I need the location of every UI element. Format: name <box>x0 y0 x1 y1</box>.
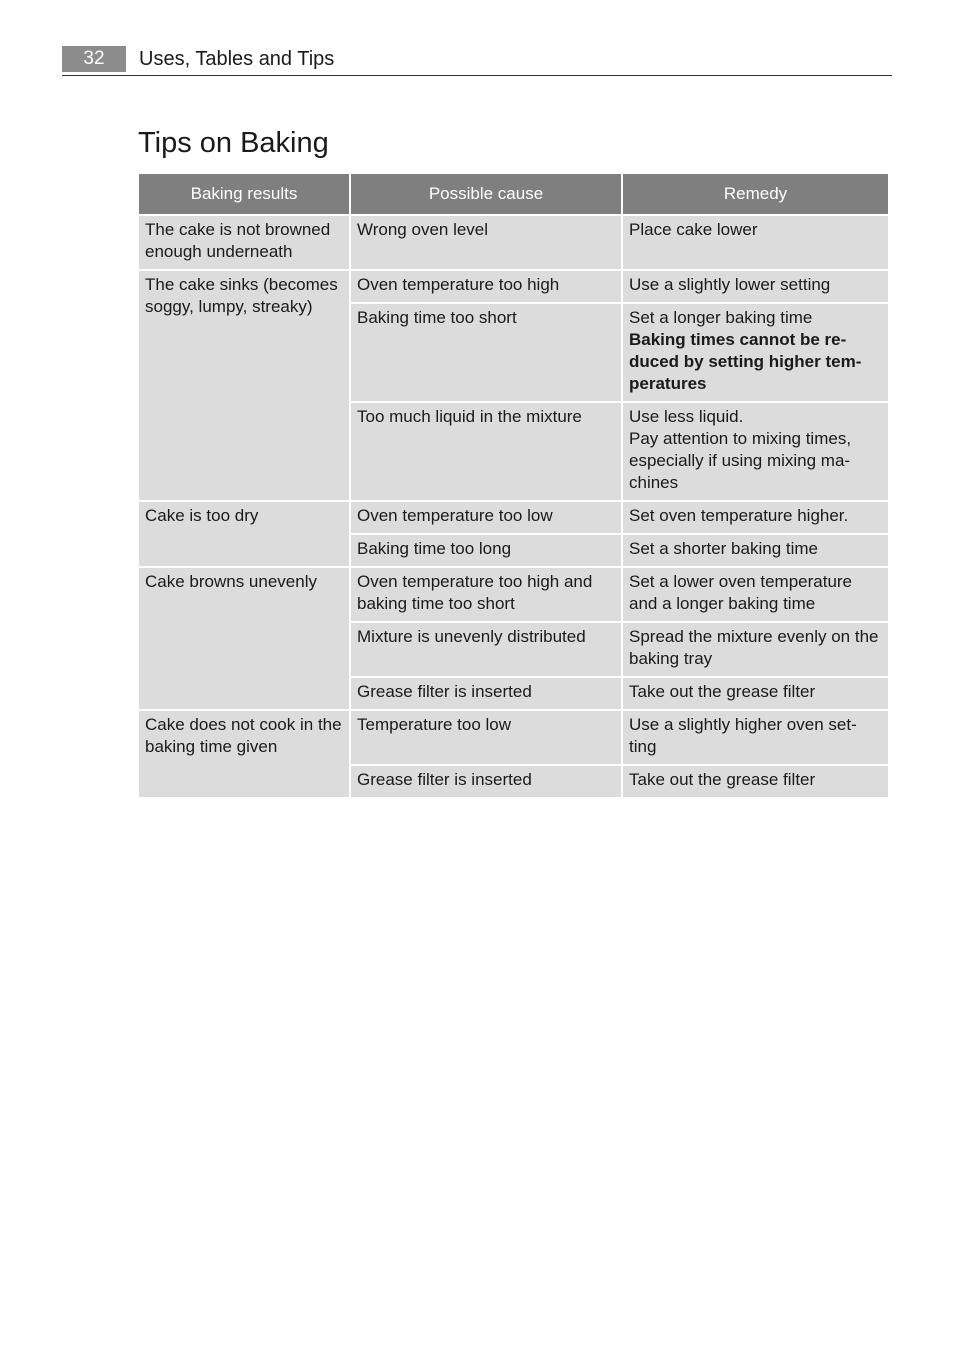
remedy-text: Use a slightly higher oven set-ting <box>629 715 857 756</box>
cell-possible-cause: Grease filter is inserted <box>351 678 621 709</box>
remedy-text: Spread the mixture evenly on the baking tray <box>629 627 879 668</box>
cell-possible-cause: Oven temperature too high and baking time too short <box>351 568 621 621</box>
cell-remedy <box>623 535 888 566</box>
table-row <box>139 216 888 269</box>
cell-remedy <box>623 711 888 764</box>
remedy-text: Use less liquid. <box>629 407 744 426</box>
cell-possible-cause: Temperature too low <box>351 711 621 764</box>
cell-possible-cause: Baking time too long <box>351 535 621 566</box>
remedy-text: Set a lower oven temperature and a longer baking time <box>629 572 853 613</box>
remedy-text: Take out the grease filter <box>629 682 816 701</box>
cell-remedy <box>623 216 888 269</box>
table-body <box>139 216 888 797</box>
cell-baking-result: Cake browns unevenly <box>139 568 349 709</box>
column-header-possible-cause: Possible cause <box>351 174 621 214</box>
section-title: Uses, Tables and Tips <box>139 48 335 70</box>
remedy-text: Set a longer baking time <box>629 308 813 327</box>
page-title: Tips on Baking <box>138 127 329 159</box>
remedy-text: Set a shorter baking time <box>629 539 818 558</box>
remedy-text: Take out the grease filter <box>629 770 816 789</box>
cell-possible-cause: Baking time too short <box>351 304 621 401</box>
column-header-baking-results: Baking results <box>139 174 349 214</box>
column-header-remedy: Remedy <box>623 174 888 214</box>
remedy-text: Pay attention to mixing times, especially if using mixing ma-chines <box>629 429 852 492</box>
table-row <box>139 568 888 621</box>
cell-remedy <box>623 623 888 676</box>
cell-baking-result: Cake does not cook in the baking time given <box>139 711 349 797</box>
cell-remedy <box>623 304 888 401</box>
page-number: 32 <box>62 46 126 72</box>
cell-possible-cause: Wrong oven level <box>351 216 621 269</box>
cell-possible-cause: Oven temperature too high <box>351 271 621 302</box>
cell-possible-cause: Mixture is unevenly distributed <box>351 623 621 676</box>
cell-remedy <box>623 678 888 709</box>
table-header-row <box>139 174 888 214</box>
remedy-note: Baking times cannot be re-duced by setting higher tem-peratures <box>629 330 862 393</box>
cell-possible-cause: Grease filter is inserted <box>351 766 621 797</box>
cell-remedy <box>623 403 888 500</box>
cell-baking-result: The cake sinks (becomes soggy, lumpy, streaky) <box>139 271 349 500</box>
table-row <box>139 271 888 302</box>
page-header <box>62 46 892 76</box>
cell-baking-result: The cake is not browned enough underneath <box>139 216 349 269</box>
cell-possible-cause: Too much liquid in the mixture <box>351 403 621 500</box>
remedy-text: Use a slightly lower setting <box>629 275 831 294</box>
cell-baking-result: Cake is too dry <box>139 502 349 566</box>
cell-possible-cause: Oven temperature too low <box>351 502 621 533</box>
table-row <box>139 711 888 764</box>
cell-remedy <box>623 568 888 621</box>
cell-remedy <box>623 271 888 302</box>
remedy-text: Set oven temperature higher. <box>629 506 849 525</box>
cell-remedy <box>623 766 888 797</box>
table-row <box>139 502 888 533</box>
cell-remedy <box>623 502 888 533</box>
baking-tips-table <box>137 172 890 799</box>
remedy-text: Place cake lower <box>629 220 758 239</box>
